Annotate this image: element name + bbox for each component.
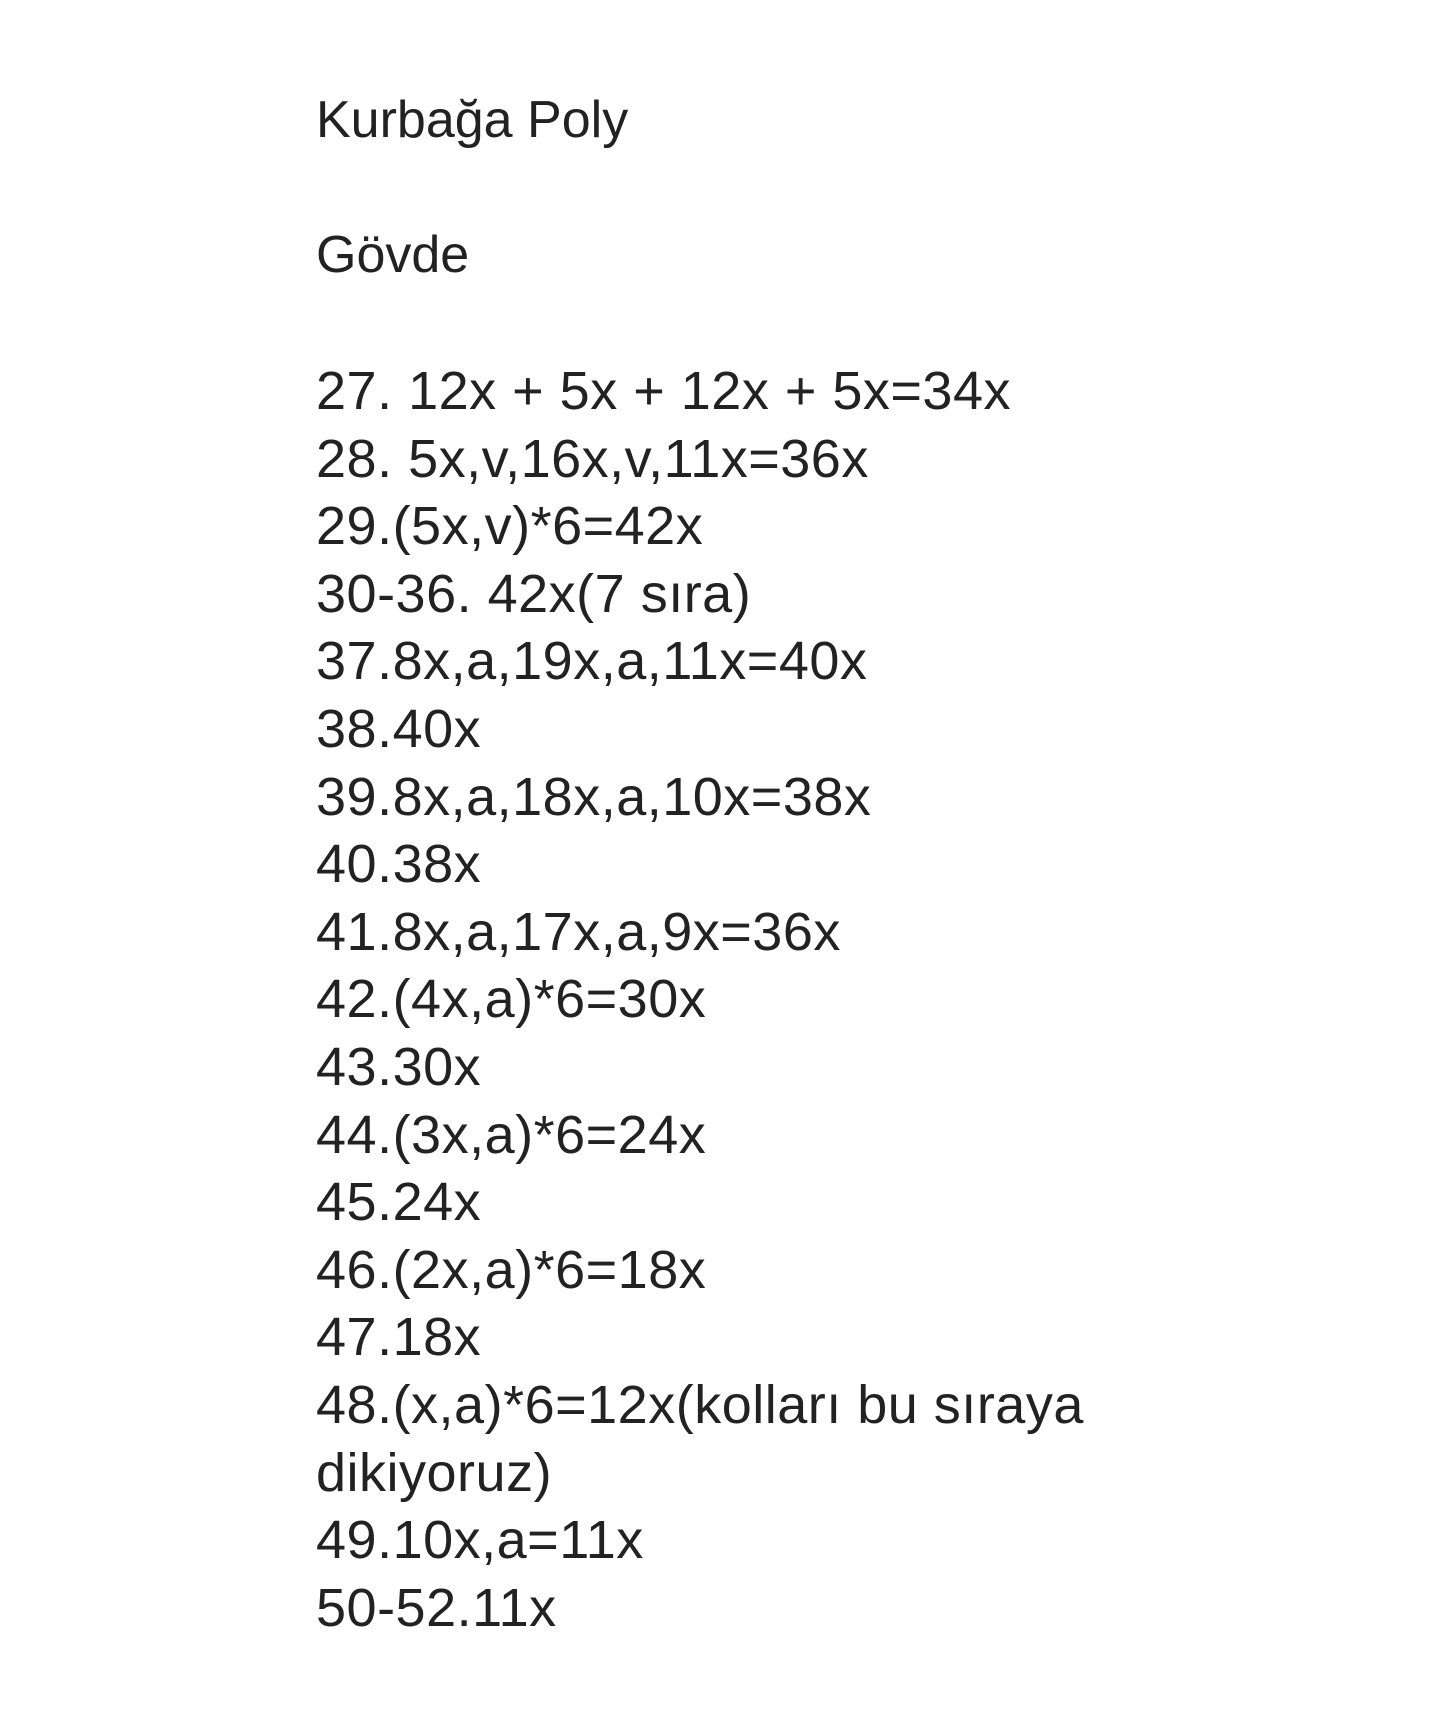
pattern-row: 41.8x,a,17x,a,9x=36x — [316, 901, 841, 962]
pattern-row: 42.(4x,a)*6=30x — [316, 969, 707, 1030]
pattern-row: 38.40x — [316, 698, 482, 759]
pattern-row: 45.24x — [316, 1172, 482, 1233]
document-title: Kurbağa Poly — [316, 91, 629, 149]
pattern-row: 27. 12x + 5x + 12x + 5x=34x — [316, 361, 1011, 421]
pattern-row: 28. 5x,v,16x,v,11x=36x — [316, 428, 869, 489]
pattern-row: 30-36. 42x(7 sıra) — [316, 563, 752, 624]
pattern-row: 40.38x — [316, 834, 482, 895]
pattern-rows-list — [316, 358, 1084, 1642]
pattern-row: 39.8x,a,18x,a,10x=38x — [316, 766, 872, 827]
pattern-row-continuation: dikiyoruz) — [316, 1442, 553, 1503]
pattern-row: 44.(3x,a)*6=24x — [316, 1104, 707, 1165]
pattern-row: 46.(2x,a)*6=18x — [316, 1239, 707, 1300]
pattern-row: 37.8x,a,19x,a,11x=40x — [316, 631, 868, 692]
pattern-row: 49.10x,a=11x — [316, 1510, 644, 1571]
pattern-row: 43.30x — [316, 1036, 482, 1097]
section-heading: Gövde — [316, 226, 470, 284]
pattern-row: 50-52.11x — [316, 1577, 557, 1638]
pattern-row: 48.(x,a)*6=12x(kolları bu sıraya — [316, 1374, 1084, 1435]
pattern-row: 29.(5x,v)*6=42x — [316, 496, 704, 557]
pattern-row: 47.18x — [316, 1307, 482, 1368]
